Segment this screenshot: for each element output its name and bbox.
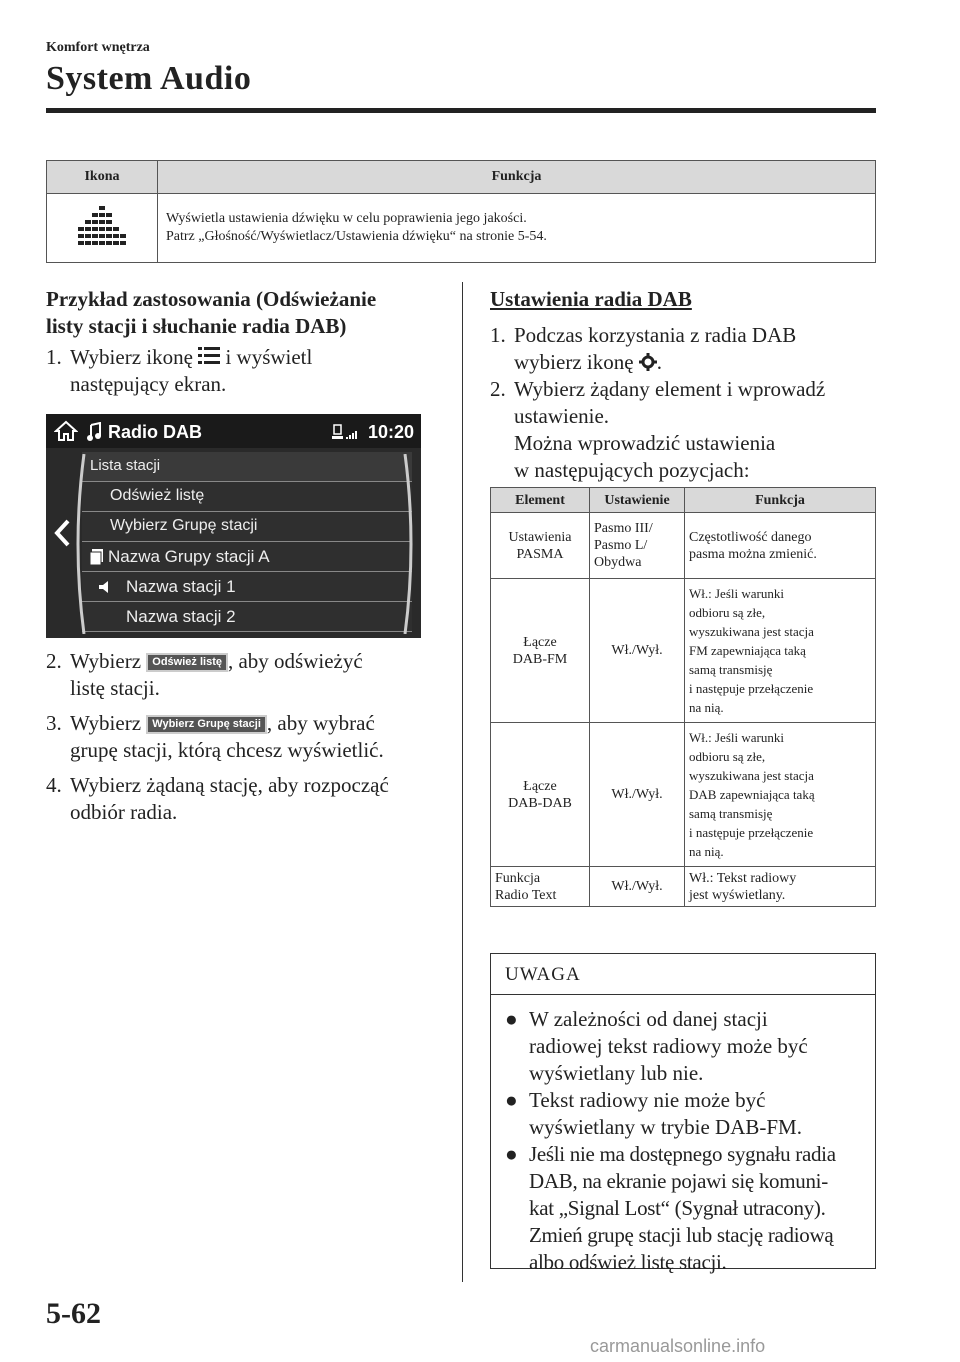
- step-text: Wybierz żądany element i wprowadź: [514, 377, 826, 401]
- step-1: [46, 344, 446, 398]
- step-text: grupę stacji, którą chcesz wyświetlić.: [70, 738, 384, 762]
- heading-line: listy stacji i słuchanie radia DAB): [46, 314, 347, 338]
- step-3: [46, 710, 456, 764]
- step-text: Podczas korzystania z radia DAB: [514, 323, 797, 347]
- speaker-icon: [98, 579, 114, 595]
- step-text: w następujących pozycjach:: [514, 458, 750, 482]
- cell-line: i następuje przełączenie: [689, 681, 814, 696]
- cell-line: DAB-DAB: [508, 795, 572, 811]
- heading-line: Przykład zastosowania (Odświeżanie: [46, 287, 377, 311]
- step-text: Wybierz ikonę: [70, 345, 193, 369]
- cell-line: Łącze: [523, 634, 557, 650]
- cell-line: Pasmo L/: [594, 538, 648, 553]
- step-text: .: [656, 350, 663, 374]
- radio-screen: [46, 414, 421, 638]
- status-bar: [46, 414, 421, 448]
- step-2: [46, 648, 446, 702]
- step-number: 2.: [46, 649, 62, 673]
- table-row: [491, 513, 876, 579]
- function-col-header: Funkcja: [685, 488, 876, 513]
- cell-line: Wł.: Jeśli warunki: [689, 730, 784, 745]
- bullet-text: albo odśwież listę stacji.: [529, 1250, 727, 1274]
- bullet-text: W zależności od danej stacji: [529, 1007, 768, 1031]
- step-text: Wybierz żądaną stację, aby rozpocząć: [70, 773, 389, 797]
- table-row: [491, 723, 876, 867]
- cell-value: Wł./Wył.: [590, 579, 685, 723]
- step-text: listę stacji.: [70, 676, 160, 700]
- cell-line: DAB-FM: [512, 651, 568, 667]
- list-header-label: Lista stacji: [90, 457, 161, 474]
- table-row: [491, 867, 876, 907]
- note-box: [490, 953, 876, 1274]
- bullet-text: wyświetlany w trybie DAB-FM.: [529, 1115, 802, 1139]
- cell-line: samą transmisję: [689, 662, 773, 677]
- bullet-text: radiowej tekst radiowy może być: [529, 1034, 808, 1058]
- list-item-label: Wybierz Grupę stacji: [110, 517, 258, 534]
- icon-col-header: Ikona: [47, 161, 158, 194]
- clock: 10:20: [368, 422, 415, 442]
- back-arrow-icon[interactable]: [52, 518, 72, 548]
- cell-line: odbioru są złe,: [689, 749, 766, 764]
- cell-line: jest wyświetlany.: [689, 887, 786, 903]
- step-text: Wybierz: [70, 649, 142, 673]
- step-text: Można wprowadzić ustawienia: [514, 431, 776, 455]
- list-item-label: Nazwa Grupy stacji A: [108, 547, 270, 566]
- bullet-text: Zmień grupę stacji lub stację radiową: [529, 1223, 834, 1247]
- right-step-1: [490, 322, 890, 376]
- cell-line: odbioru są złe,: [689, 605, 766, 620]
- watermark: carmanualsonline.info: [590, 1336, 766, 1356]
- group-icon: [90, 549, 104, 565]
- step-number: 2.: [490, 377, 506, 401]
- chapter-title: System Audio: [46, 60, 252, 97]
- step-number: 1.: [46, 345, 62, 369]
- cell-line: PASMA: [516, 546, 564, 562]
- step-text: ustawienie.: [514, 404, 610, 428]
- list-item-label: Nazwa stacji 1: [126, 577, 236, 596]
- cell-line: FM zapewniająca taką: [689, 643, 806, 658]
- cell-line: na nią.: [689, 700, 724, 715]
- cell-line: Wł.: Jeśli warunki: [689, 586, 784, 601]
- cell-value: Wł./Wył.: [590, 723, 685, 867]
- list-item[interactable]: [82, 602, 412, 632]
- cell-value: Wł./Wył.: [590, 867, 685, 907]
- list-item[interactable]: [82, 572, 412, 602]
- refresh-list-button[interactable]: [82, 482, 412, 512]
- cell-line: Funkcja: [495, 870, 541, 886]
- bullet-text: Tekst radiowy nie może być: [529, 1088, 766, 1112]
- step-text: i wyświetl: [225, 345, 313, 369]
- cell-line: Pasmo III/: [594, 521, 653, 536]
- table-row: [491, 579, 876, 723]
- bullet-text: Jeśli nie ma dostępnego sygnału radia: [529, 1142, 836, 1166]
- cell-line: i następuje przełączenie: [689, 825, 814, 840]
- note-bullet: ● W zależności od danej stacji radiowej tekst radiowy może być wyświetlany lub nie.: [505, 1007, 808, 1085]
- icon-table: [46, 160, 876, 263]
- list-item: [82, 452, 412, 482]
- step-text: wybierz ikonę: [514, 350, 634, 374]
- table-row: [47, 194, 876, 263]
- right-step-2: [490, 376, 890, 484]
- step-number: 4.: [46, 773, 62, 797]
- step-number: 3.: [46, 711, 62, 735]
- bullet-text: wyświetlany lub nie.: [529, 1061, 704, 1085]
- cell-line: na nią.: [689, 844, 724, 859]
- cell-line: DAB zapewniająca taką: [689, 787, 815, 802]
- cell-line: Radio Text: [495, 887, 557, 903]
- header-rule: [46, 108, 876, 113]
- note-bullet: ● Jeśli nie ma dostępnego sygnału radia DAB, na ekranie pojawi się komuni- kat „Signal Lost“ (Sygnał utracony). Zmień grupę stacji lub stację radiową albo odśwież listę stacji.: [505, 1142, 836, 1274]
- bullet-text: DAB, na ekranie pojawi się komuni-: [529, 1169, 828, 1193]
- cell-line: Wł.: Tekst radiowy: [689, 870, 797, 886]
- function-desc-line: Patrz „Głośność/Wyświetlacz/Ustawienia dźwięku“ na stronie 5-54.: [166, 229, 547, 244]
- cell-line: wyszukiwana jest stacja: [689, 624, 814, 639]
- screen-title: Radio DAB: [108, 422, 202, 442]
- page-number: 5-62: [46, 1297, 101, 1330]
- step-text: Wybierz: [70, 711, 142, 735]
- function-col-header: Funkcja: [158, 161, 876, 194]
- gear-icon: [639, 353, 657, 371]
- step-text: , aby wybrać: [266, 711, 375, 735]
- cell-line: Częstotliwość danego: [689, 529, 812, 545]
- note-bullet: ● Tekst radiowy nie może być wyświetlany w trybie DAB-FM.: [505, 1088, 802, 1139]
- cell-line: samą transmisję: [689, 806, 773, 821]
- list-item-label: Odśwież listę: [110, 487, 205, 504]
- list-frame-left: [70, 454, 90, 634]
- section-label: Komfort wnętrza: [46, 40, 150, 55]
- cell-line: Łącze: [523, 778, 557, 794]
- cell-line: wyszukiwana jest stacja: [689, 768, 814, 783]
- step-text: następujący ekran.: [70, 372, 227, 396]
- cell-line: pasma można zmienić.: [689, 546, 817, 562]
- function-desc-line: Wyświetla ustawienia dźwięku w celu poprawienia jego jakości.: [166, 211, 527, 226]
- home-icon[interactable]: [54, 420, 78, 442]
- column-divider: [462, 282, 463, 1282]
- cell-line: Ustawienia: [508, 529, 572, 545]
- note-title: UWAGA: [505, 964, 581, 985]
- list-item-label: Nazwa stacji 2: [126, 607, 236, 626]
- step-text: odbiór radia.: [70, 800, 178, 824]
- setting-col-header: Ustawienie: [590, 488, 685, 513]
- settings-table: [490, 487, 876, 907]
- element-col-header: Element: [491, 488, 590, 513]
- equalizer-icon: [72, 204, 132, 248]
- step-4: [46, 772, 456, 826]
- example-heading: [46, 286, 376, 340]
- bullet-text: kat „Signal Lost“ (Sygnał utracony).: [529, 1196, 826, 1220]
- list-frame-right: [401, 454, 421, 634]
- select-group-button[interactable]: [82, 512, 412, 542]
- step-text: , aby odświeżyć: [227, 649, 363, 673]
- music-note-icon: [86, 422, 102, 442]
- signal-icon: [332, 422, 362, 442]
- step-number: 1.: [490, 323, 506, 347]
- dab-settings-heading: Ustawienia radia DAB: [490, 287, 692, 311]
- select-group-chip: Wybierz Grupę stacji: [146, 715, 267, 734]
- list-icon: [198, 346, 220, 366]
- cell-line: Obydwa: [594, 555, 642, 570]
- refresh-list-chip: Odśwież listę: [146, 653, 228, 672]
- list-item[interactable]: [82, 542, 412, 572]
